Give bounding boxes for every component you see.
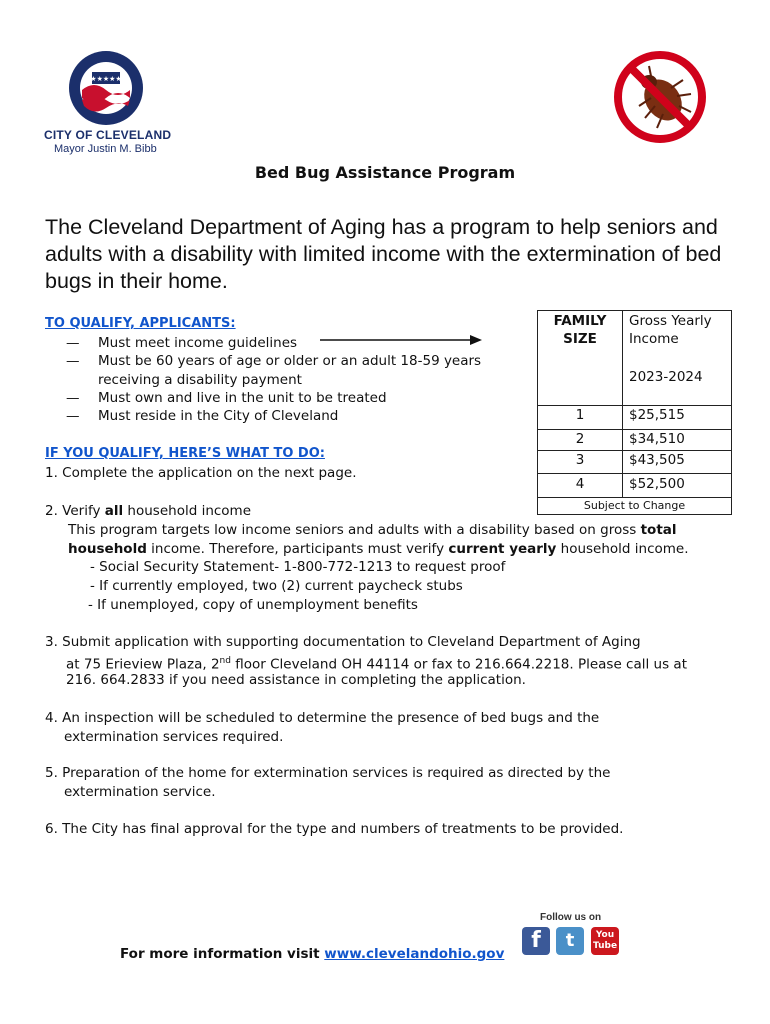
- no-bed-bug-icon: [613, 50, 707, 144]
- step-5-detail: extermination service.: [64, 784, 216, 800]
- table-cell-income: $43,505: [629, 452, 685, 468]
- table-cell-size: 2: [575, 431, 585, 447]
- mayor-name: Mayor Justin M. Bibb: [54, 143, 157, 155]
- step-3-text: at 75 Erieview Plaza, 2: [66, 656, 220, 673]
- youtube-icon[interactable]: [591, 927, 619, 955]
- website-link[interactable]: www.clevelandohio.gov: [324, 946, 505, 962]
- step-2-detail-text: income. Therefore, participants must verify: [146, 541, 449, 557]
- what-to-do-heading: IF YOU QUALIFY, HERE’S WHAT TO DO:: [45, 446, 325, 461]
- footer-info: [120, 946, 504, 962]
- step-1: 1. Complete the application on the next page.: [45, 465, 357, 481]
- dash: —: [66, 335, 80, 351]
- dash: —: [66, 408, 80, 424]
- income-year: 2023-2024: [629, 369, 703, 385]
- table-note: Subject to Change: [583, 499, 686, 512]
- follow-us-label: Follow us on: [540, 912, 602, 923]
- step-2-detail-bold: current yearly: [448, 541, 557, 557]
- page-title: Bed Bug Assistance Program: [254, 163, 516, 182]
- income-header: Gross Yearly: [629, 313, 712, 329]
- step-2-detail-text: This program targets low income seniors and adults with a disability based on gross: [68, 522, 641, 538]
- table-divider: [538, 473, 731, 474]
- qualify-heading: TO QUALIFY, APPLICANTS:: [45, 316, 236, 331]
- step-3-text: floor Cleveland OH 44114 or fax to 216.664.2218. Please call us at: [230, 656, 687, 673]
- facebook-icon[interactable]: f: [522, 927, 550, 955]
- youtube-text: Tube: [592, 941, 618, 951]
- step-2-text: household income: [123, 503, 252, 519]
- income-header: Income: [629, 331, 679, 347]
- table-divider: [538, 450, 731, 451]
- requirement-text: Must be 60 years of age or older or an adult 18-59 years: [98, 353, 482, 369]
- dash: —: [66, 390, 80, 406]
- table-cell-income: $52,500: [629, 476, 685, 492]
- step-2-detail-text: household income.: [556, 541, 689, 557]
- table-divider: [538, 497, 731, 498]
- step-2: [45, 502, 251, 521]
- city-name: CITY OF CLEVELAND: [44, 128, 172, 142]
- step-2-detail-bold: household: [68, 541, 147, 557]
- income-guidelines-table: [537, 310, 732, 515]
- family-size-header: SIZE: [563, 331, 597, 347]
- table-divider: [622, 311, 623, 497]
- step-2-detail: [68, 540, 689, 559]
- step-2-detail: [68, 521, 677, 540]
- svg-text:★★★★★: ★★★★★: [90, 75, 122, 83]
- requirement-text: Must reside in the City of Cleveland: [98, 408, 339, 424]
- step-2-detail-bold: total: [640, 522, 677, 538]
- requirement-text: Must own and live in the unit to be treated: [98, 390, 387, 406]
- proof-item: - If unemployed, copy of unemployment benefits: [88, 597, 418, 613]
- arrow-right-icon: [320, 333, 482, 347]
- table-cell-size: 4: [575, 476, 585, 492]
- step-5: 5. Preparation of the home for extermination services is required as directed by the: [45, 765, 611, 781]
- table-divider: [538, 429, 731, 430]
- intro-paragraph: The Cleveland Department of Aging has a program to help seniors and adults with a disability with limited income with the extermination of bed bugs in their home.: [45, 215, 722, 293]
- step-4: 4. An inspection will be scheduled to determine the presence of bed bugs and the: [45, 710, 600, 726]
- step-3-detail: 216. 664.2833 if you need assistance in completing the application.: [66, 672, 526, 688]
- step-2-bold: all: [104, 503, 124, 519]
- step-3: 3. Submit application with supporting documentation to Cleveland Department of Aging: [45, 634, 641, 650]
- step-6: 6. The City has final approval for the type and numbers of treatments to be provided.: [45, 821, 624, 837]
- table-cell-income: $34,510: [629, 431, 685, 447]
- proof-item: - If currently employed, two (2) current paycheck stubs: [90, 578, 463, 594]
- requirement-text: Must meet income guidelines: [98, 335, 298, 351]
- footer-info-text: For more information visit: [120, 946, 325, 962]
- family-size-header: FAMILY: [553, 313, 607, 329]
- table-divider: [538, 405, 731, 406]
- step-2-text: 2. Verify: [45, 503, 105, 519]
- step-4-detail: extermination services required.: [64, 729, 284, 745]
- table-cell-income: $25,515: [629, 407, 685, 423]
- twitter-icon[interactable]: t: [556, 927, 584, 955]
- youtube-text: You: [595, 930, 615, 940]
- table-cell-size: 1: [575, 407, 585, 423]
- table-cell-size: 3: [575, 452, 585, 468]
- city-seal-logo: [68, 50, 144, 126]
- step-3-superscript: nd: [219, 656, 231, 666]
- dash: —: [66, 353, 80, 369]
- proof-item: - Social Security Statement- 1-800-772-1213 to request proof: [90, 559, 506, 575]
- requirement-text: receiving a disability payment: [98, 372, 302, 388]
